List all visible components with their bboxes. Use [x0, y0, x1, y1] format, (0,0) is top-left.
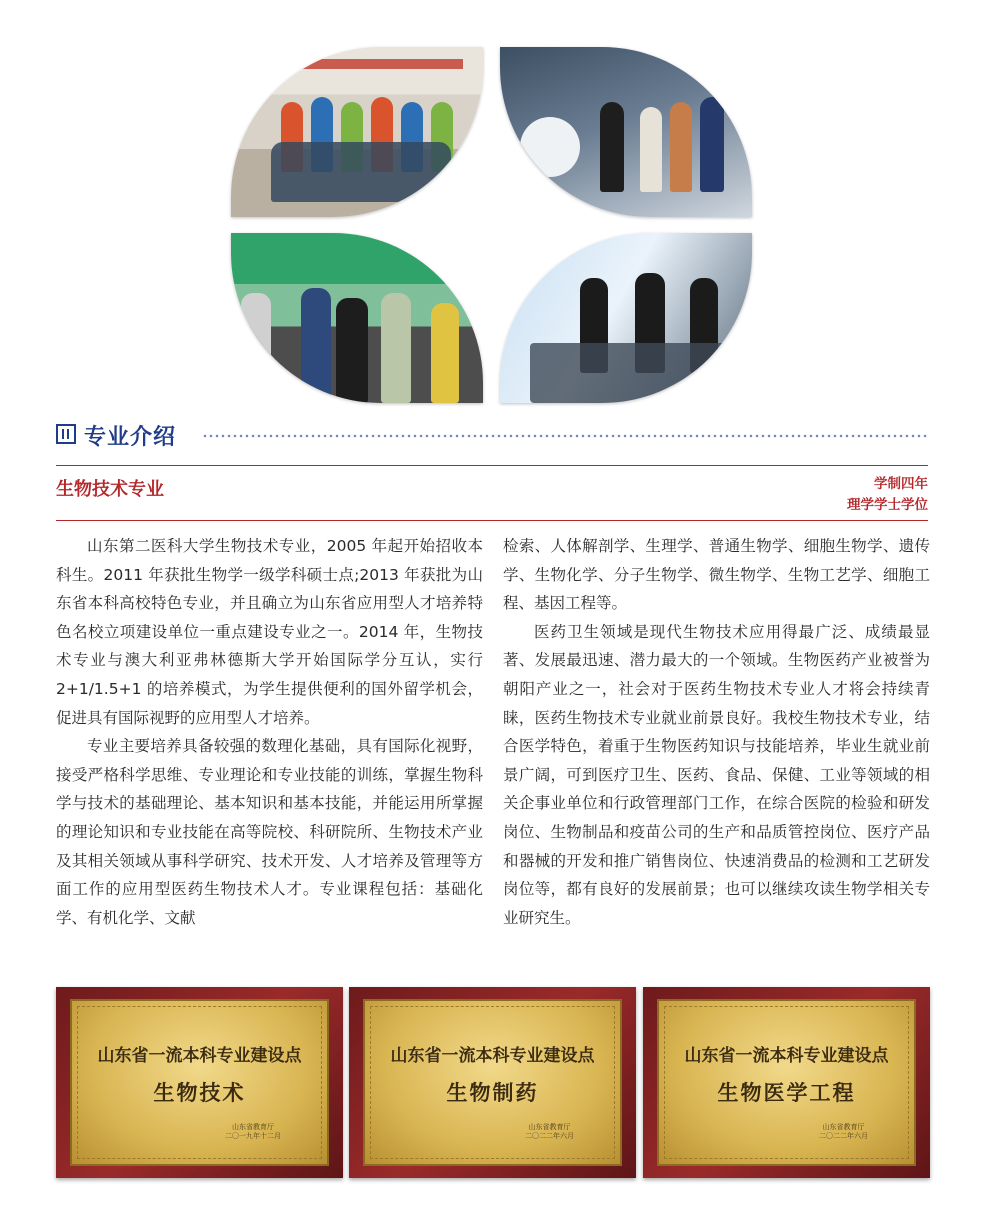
photo-scene: [500, 47, 752, 217]
plaque-face: [70, 999, 329, 1166]
plaque-issuer-name: 山东省教育厅: [528, 1123, 571, 1131]
person-figure: [301, 288, 331, 403]
plaque-issuer: [819, 1123, 868, 1141]
photo-group-volunteers: [231, 47, 483, 217]
plaque-issuer: [525, 1123, 574, 1141]
paragraph-history: 山东第二医科大学生物技术专业，2005 年起开始招收本科生。2011 年获批生物学一级学科硕士点;2013 年获批为山东省本科高校特色专业，并且确立为山东省应用型人才培养特色名校立项建设单位一重点建设专业之一。2014 年，生物技术专业与澳大利亚弗林德斯大学开始国际学分互认，实行 2+1/1.5+1 的培养模式，为学生提供便利的国外留学机会，促进具有国际视野的应用型人才培养。: [56, 537, 483, 727]
plaque-title: 山东省一流本科专业建设点: [390, 1046, 595, 1066]
person-figure: [640, 107, 662, 192]
award-plaque: [643, 987, 930, 1178]
plaque-major: 生物医学工程: [717, 1080, 856, 1105]
text-column-left: [56, 532, 483, 932]
major-meta: [847, 474, 928, 516]
major-name: 生物技术专业: [56, 479, 164, 500]
decorative-line: [202, 433, 928, 439]
plaque-face: [363, 999, 622, 1166]
plaque-major: 生物制药: [446, 1080, 539, 1105]
paragraph-prospects: 医药卫生领域是现代生物技术应用得最广泛、成绩最显著、发展最迅速、潜力最大的一个领域。生物医药产业被誉为朝阳产业之一，社会对于医药生物技术专业人才将会持续青睐，医药生物技术专业就业前景良好。我校生物技术专业，结合医学特色，着重于生物医药知识与技能培养，毕业生就业前景广阔，可到医疗卫生、医药、食品、保健、工业等领域的相关企事业单位和行政管理部门工作，在综合医院的检验和研发岗位、生物制品和疫苗公司的生产和品质管控岗位、医疗产品和器械的开发和推广销售岗位、快速消费品的检测和工艺研发岗位等，都有良好的发展前景；也可以继续攻读生物学相关专业研究生。: [503, 622, 930, 927]
equipment: [520, 117, 580, 177]
plaque-date: 二〇二二年六月: [525, 1132, 574, 1140]
plaque-issuer: [225, 1123, 281, 1141]
person-figure: [431, 303, 459, 403]
divider: [56, 465, 928, 466]
photo-scene: [231, 47, 483, 217]
plaque-issuer-name: 山东省教育厅: [822, 1123, 865, 1131]
photo-lab-visit: [500, 47, 752, 217]
paragraph-courses-continued: 检索、人体解剖学、生理学、普通生物学、细胞生物学、遗传学、生物化学、分子生物学、微生物学、生物工艺学、细胞工程、基因工程等。: [503, 537, 930, 613]
award-plaque: [56, 987, 343, 1178]
plaque-title: 山东省一流本科专业建设点: [97, 1046, 302, 1066]
person-figure: [600, 102, 624, 192]
plaque-date: 二〇二二年六月: [819, 1132, 868, 1140]
banner-strip: [261, 59, 463, 69]
person-figure: [241, 293, 271, 403]
major-duration: 学制四年: [874, 476, 928, 492]
plaque-date: 二〇一九年十二月: [225, 1132, 281, 1140]
person-figure: [336, 298, 368, 403]
plaque-issuer-name: 山东省教育厅: [232, 1123, 274, 1131]
paragraph-training: 专业主要培养具备较强的数理化基础，具有国际化视野，接受严格科学思维、专业理论和专业技能的训练，掌握生物科学与技术的基础理论、基本知识和基本技能，并能运用所掌握的理论知识和专业技能在高等院校、科研院所、生物技术产业及其相关领域从事科学研究、技术开发、人才培养及管理等方面工作的应用型医药生物技术人才。专业课程包括：基础化学、有机化学、文献: [56, 737, 483, 927]
photo-scene: [231, 233, 483, 403]
section-four-icon: [56, 424, 76, 444]
plaque-major: 生物技术: [153, 1080, 246, 1105]
section-title: 专业介绍: [84, 424, 177, 450]
person-figure: [670, 102, 692, 192]
major-degree: 理学学士学位: [847, 497, 928, 513]
photo-anatomy-class: [231, 233, 483, 403]
text-column-right: [503, 532, 930, 932]
divider: [56, 520, 928, 521]
person-figure: [700, 97, 724, 192]
photo-competition: [500, 233, 752, 403]
photo-scene: [500, 233, 752, 403]
plaque-title: 山东省一流本科专业建设点: [684, 1046, 889, 1066]
plaque-face: [657, 999, 916, 1166]
award-plaque: [349, 987, 636, 1178]
section-header: [56, 420, 928, 450]
front-row: [271, 142, 451, 202]
person-figure: [381, 293, 411, 403]
desk-monitors: [530, 343, 730, 403]
